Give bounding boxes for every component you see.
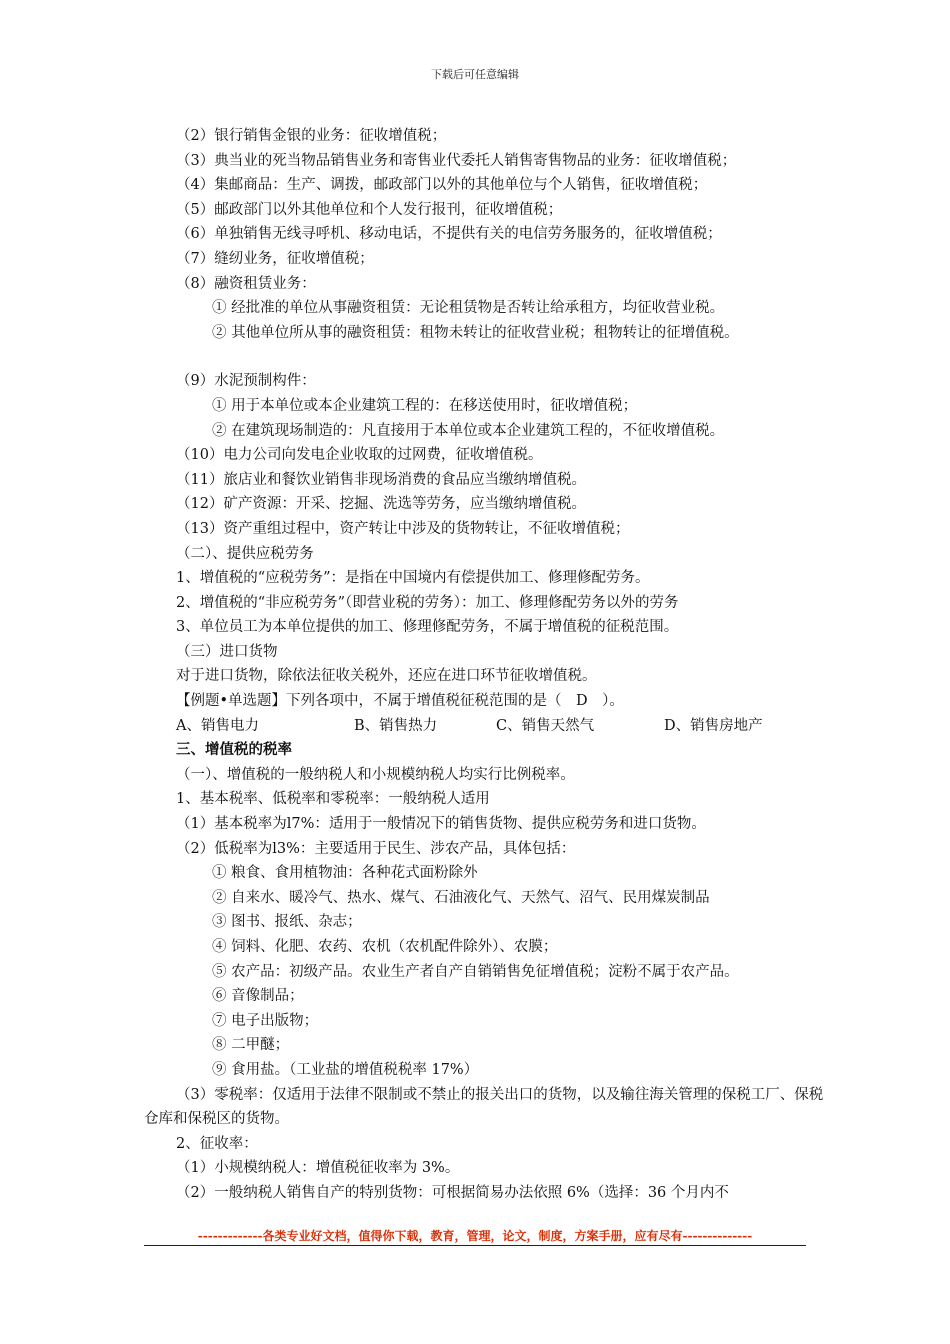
paragraph: 3、单位员工为本单位提供的加工、修理修配劳务，不属于增值税的征税范围。 (176, 619, 679, 636)
list-item: ⑦ 电子出版物； (212, 1012, 319, 1029)
paragraph: （1）小规模纳税人：增值税征收率为 3%。 (176, 1160, 460, 1177)
list-item: ⑤ 农产品：初级产品。农业生产者自产自销销售免征增值税；淀粉不属于农产品。 (212, 963, 739, 980)
paragraph: （8）融资租赁业务： (176, 275, 316, 292)
paragraph: （13）资产重组过程中，资产转让中涉及的货物转让，不征收增值税； (176, 520, 630, 537)
section-heading: （三）进口货物 (176, 643, 278, 660)
option-b: B、销售热力 (354, 717, 438, 734)
paragraph: （一）、增值税的一般纳税人和小规模纳税人均实行比例税率。 (176, 766, 575, 783)
paragraph: （12）矿产资源：开采、挖掘、洗选等劳务，应当缴纳增值税。 (176, 496, 586, 513)
paragraph: （2）低税率为l3%：主要适用于民生、涉农产品，具体包括： (176, 840, 576, 857)
paragraph: 对于进口货物，除依法征收关税外，还应在进口环节征收增值税。 (176, 668, 597, 685)
footer-banner: -------------各类专业好文档，值得你下载，教育，管理，论文，制度，方案手册，应有尽有-------------- (197, 1229, 753, 1243)
option-a: A、销售电力 (176, 717, 259, 734)
paragraph-wrapped (144, 1083, 836, 1132)
paragraph: （7）缝纫业务，征收增值税； (176, 250, 374, 267)
paragraph: 2、增值税的“非应税劳务”（即营业税的劳务）：加工、修理修配劳务以外的劳务 (176, 594, 679, 611)
option-d: D、销售房地产 (664, 717, 763, 734)
list-item: ⑨ 食用盐。（工业盐的增值税税率 17%） (212, 1061, 479, 1078)
question: 【例题•单选题】下列各项中，不属于增值税征税范围的是（ D ）。 (176, 693, 624, 710)
option-c: C、销售天然气 (496, 717, 595, 734)
paragraph: （1）基本税率为l7%：适用于一般情况下的销售货物、提供应税劳务和进口货物。 (176, 816, 706, 833)
page-header: 下载后可任意编辑 (431, 68, 519, 81)
paragraph: （5）邮政部门以外其他单位和个人发行报刊，征收增值税； (176, 201, 563, 218)
list-item: ① 粮食、食用植物油：各种花式面粉除外 (212, 865, 478, 882)
list-item: ② 在建筑现场制造的：凡直接用于本单位或本企业建筑工程的，不征收增值税。 (212, 422, 725, 439)
paragraph: （10）电力公司向发电企业收取的过网费，征收增值税。 (176, 447, 543, 464)
footer-divider (144, 1245, 806, 1246)
paragraph: （11）旅店业和餐饮业销售非现场消费的食品应当缴纳增值税。 (176, 471, 586, 488)
paragraph: 1、增值税的“应税劳务”：是指在中国境内有偿提供加工、修理修配劳务。 (176, 570, 650, 587)
list-item: ② 自来水、暖冷气、热水、煤气、石油液化气、天然气、沼气、民用煤炭制品 (212, 889, 710, 906)
list-item: ③ 图书、报纸、杂志； (212, 914, 362, 931)
paragraph: （4）集邮商品：生产、调拨，邮政部门以外的其他单位与个人销售，征收增值税； (176, 177, 708, 194)
paragraph: 2、征收率： (176, 1135, 258, 1152)
paragraph: （3）典当业的死当物品销售业务和寄售业代委托人销售寄售物品的业务：征收增值税； (176, 152, 737, 169)
list-item: ④ 饲料、化肥、农药、农机（农机配件除外）、农膜； (212, 939, 558, 955)
list-item: ⑧ 二甲醚； (212, 1037, 290, 1054)
list-item: ② 其他单位所从事的融资租赁：租物未转让的征收营业税；租物转让的征增值税。 (212, 324, 739, 341)
document-body (144, 124, 836, 1206)
blank-line (176, 345, 836, 369)
paragraph: （6）单独销售无线寻呼机、移动电话，不提供有关的电信劳务服务的，征收增值税； (176, 226, 722, 243)
list-item: ① 用于本单位或本企业建筑工程的：在移送使用时，征收增值税； (212, 397, 638, 414)
section-heading: （二）、提供应税劳务 (176, 545, 314, 562)
chapter-heading: 三、增值税的税率 (176, 741, 292, 759)
paragraph: （9）水泥预制构件： (176, 373, 316, 390)
paragraph: 1、基本税率、低税率和零税率：一般纳税人适用 (176, 791, 490, 808)
answer-options (176, 714, 836, 739)
list-item: ⑥ 音像制品； (212, 988, 304, 1005)
list-item: ① 经批准的单位从事融资租赁：无论租赁物是否转让给承租方，均征收营业税。 (212, 300, 725, 317)
paragraph: （2）银行销售金银的业务：征收增值税； (176, 128, 447, 144)
paragraph: （2）一般纳税人销售自产的特别货物：可根据简易办法依照 6%（选择：36 个月内不 (176, 1184, 729, 1201)
paragraph: （3）零税率：仅适用于法律不限制或不禁止的报关出口的货物，以及输往海关管理的保税工厂、保税仓库和保税区的货物。 (144, 1086, 824, 1128)
